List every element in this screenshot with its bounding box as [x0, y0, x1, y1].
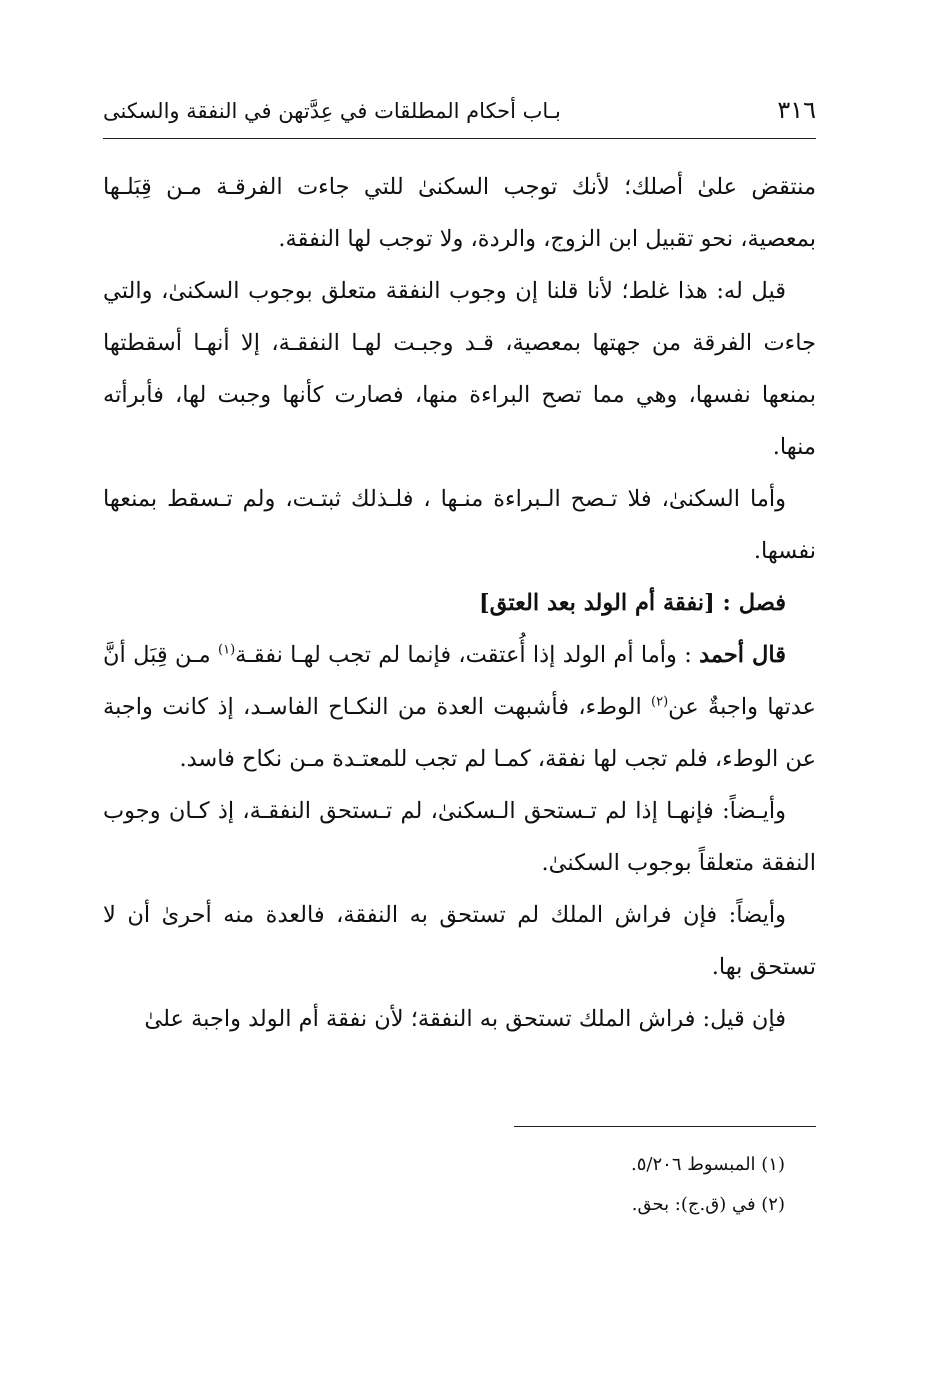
paragraph: قيل له: هذا غلط؛ لأنا قلنا إن وجوب النفقة متعلق بوجوب السكنىٰ، والتي جاءت الفرقة من جهتها بمعصية، قـد وجبـت لهـا النفقـة، إلا أنهـا أسقطتها بمنعها نفسها، وهي مما تصح البراءة منها، فصارت كأنها وجبت لها، فأبرأته منها. — [103, 278, 816, 460]
running-title: بـاب أحكام المطلقات في عِدَّتهن في النفقة والسكنى — [103, 99, 561, 123]
footnotes — [400, 1145, 785, 1225]
paragraph: منتقض علىٰ أصلك؛ لأنك توجب السكنىٰ للتي جاءت الفرقـة مـن قِبَلـها بمعصية، نحو تقبيل ابن الزوج، والردة، ولا توجب لها النفقة. — [103, 174, 816, 252]
footnote-marker: (١) — [218, 642, 236, 658]
paragraph: وأيـضاً: فإنهـا إذا لم تـستحق الـسكنىٰ، لم تـستحق النفقـة، إذ كـان وجوب النفقة متعلقاً بوجوب السكنىٰ. — [103, 798, 816, 876]
footnote: (١) المبسوط ٥/٢٠٦. — [631, 1154, 785, 1175]
paragraph: فإن قيل: فراش الملك تستحق به النفقة؛ لأن نفقة أم الولد واجبة علىٰ — [144, 1006, 786, 1032]
paragraph: وأيضاً: فإن فراش الملك لم تستحق به النفقة، فالعدة منه أحرىٰ أن لا تستحق بها. — [103, 902, 816, 980]
footnote-divider — [514, 1126, 816, 1127]
paragraph: وأما السكنىٰ، فلا تـصح الـبراءة منـها ، فلـذلك ثبتـت، ولم تـسقط بمنعها نفسها. — [103, 486, 816, 564]
footnote: (٢) في (ق.ج): بحق. — [631, 1194, 785, 1215]
page-header — [103, 96, 816, 139]
book-page — [103, 96, 816, 1045]
page-number: ٣١٦ — [777, 96, 816, 124]
paragraph — [103, 629, 816, 785]
paragraph-text: مـن قِبَل أنَّ عدتها واجبةٌ عن — [103, 642, 816, 720]
paragraph-text: : وأما أم الولد إذا أُعتقت، فإنما لم تجب لهـا نفقـة — [235, 642, 700, 668]
section-heading: فصل : [نفقة أم الولد بعد العتق] — [478, 590, 786, 616]
footnote-marker: (٢) — [651, 694, 669, 710]
paragraph-text: الوطء، فأشبهت العدة من النكـاح الفاسـد، إذ كانت واجبة عن الوطء، فلم تجب لها نفقة، كمـا لم تجب للمعتـدة مـن نكاح فاسد. — [103, 694, 816, 772]
body-text — [103, 161, 816, 1045]
speaker-label: قال أحمد — [699, 642, 786, 668]
